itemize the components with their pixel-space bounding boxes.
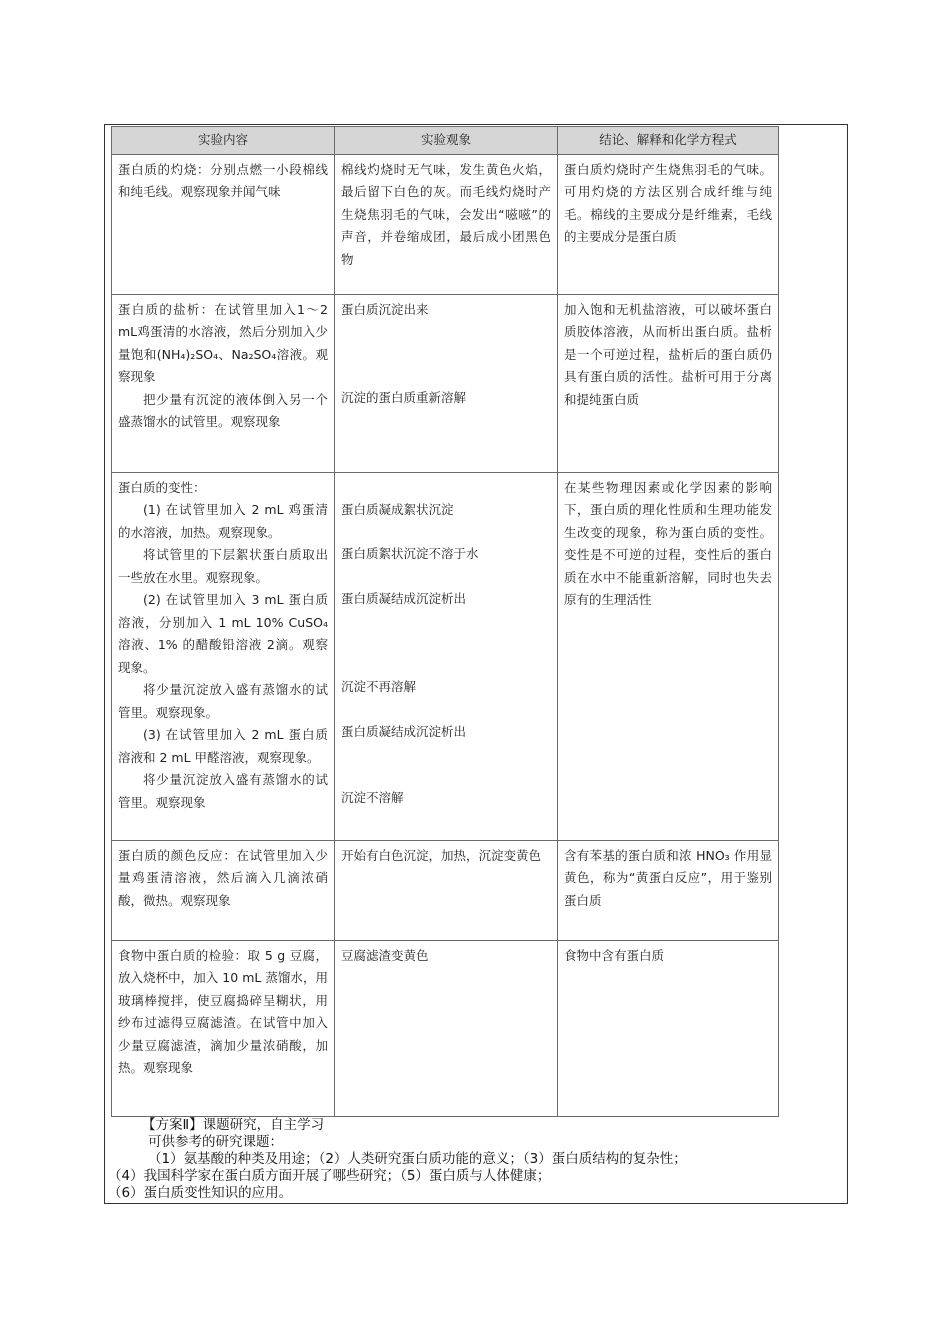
conclusion-text: 食物中含有蛋白质 <box>564 947 665 963</box>
plan2-topics-line-2: （4）我国科学家在蛋白质方面开展了哪些研究；（5）蛋白质与人体健康； <box>108 1168 551 1184</box>
observation-text: 豆腐滤渣变黄色 <box>341 947 429 963</box>
content-cell <box>112 940 335 1116</box>
observation-text: 沉淀不溶解 <box>341 790 404 805</box>
content-text: 将试管里的下层絮状蛋白质取出一些放在水里。观察现象。 <box>118 547 328 585</box>
observation-cell <box>335 154 558 294</box>
observation-text: 棉线灼烧时无气味，发生黄色火焰，最后留下白色的灰。而毛线灼烧时产生烧焦羽毛的气味，会发出“嗞嗞”的声音，并卷缩成团，最后成小团黑色物 <box>341 161 551 267</box>
content-text: 食物中蛋白质的检验：取 5 g 豆腐，放入烧杯中，加入 10 mL 蒸馏水，用玻璃棒搅拌，使豆腐捣碎呈糊状，用纱布过滤得豆腐滤渣。在试管中加入少量豆腐滤渣，滴加少量浓硝酸，加热。观察现象 <box>118 947 328 1075</box>
observation-text: 沉淀的蛋白质重新溶解 <box>341 390 467 405</box>
observation-text: 蛋白质凝结成沉淀析出 <box>341 723 467 739</box>
observation-cell <box>335 294 558 472</box>
observation-text: 蛋白质凝结成沉淀析出 <box>341 590 467 606</box>
plan2-topics-line-3: （6）蛋白质变性知识的应用。 <box>108 1185 293 1201</box>
table-header-row <box>112 127 779 155</box>
conclusion-cell <box>558 294 779 472</box>
observation-text: 蛋白质絮状沉淀不溶于水 <box>341 546 479 561</box>
table-row <box>112 154 779 294</box>
observation-text: 蛋白质凝成絮状沉淀 <box>341 501 454 517</box>
content-text: (3) 在试管里加入 2 mL 蛋白质溶液和 2 mL 甲醛溶液，观察现象。 <box>118 727 328 765</box>
observation-cell <box>335 472 558 840</box>
content-text: 将少量沉淀放入盛有蒸馏水的试管里。观察现象 <box>118 772 328 810</box>
content-text: 将少量沉淀放入盛有蒸馏水的试管里。观察现象。 <box>118 682 328 720</box>
conclusion-text: 加入饱和无机盐溶液，可以破坏蛋白质胶体溶液，从而析出蛋白质。盐析是一个可逆过程，盐析后的蛋白质仍具有蛋白质的活性。盐析可用于分离和提纯蛋白质 <box>564 301 772 407</box>
conclusion-text: 含有苯基的蛋白质和浓 HNO₃ 作用显黄色，称为“黄蛋白反应”，用于鉴别蛋白质 <box>564 847 772 908</box>
plan2-intro: 可供参考的研究课题： <box>148 1134 283 1150</box>
experiment-table <box>111 126 779 1117</box>
observation-text: 蛋白质沉淀出来 <box>341 301 429 317</box>
content-text: (2) 在试管里加入 3 mL 蛋白质溶液，分别加入 1 mL 10% CuSO₄ 溶液、1% 的醋酸铅溶液 2滴。观察现象。 <box>118 592 328 675</box>
conclusion-cell <box>558 154 779 294</box>
plan2-topics-line-1: （1）氨基酸的种类及用途；（2）人类研究蛋白质功能的意义；（3）蛋白质结构的复杂性； <box>148 1151 687 1167</box>
content-cell <box>112 472 335 840</box>
content-text: 蛋白质的盐析：在试管里加入1～2 mL鸡蛋清的水溶液，然后分别加入少量饱和(NH₄)₂SO₄、Na₂SO₄溶液。观察现象 <box>118 301 328 384</box>
conclusion-text: 在某些物理因素或化学因素的影响下，蛋白质的理化性质和生理功能发生改变的现象，称为蛋白质的变性。变性是不可逆的过程，变性后的蛋白质在水中不能重新溶解，同时也失去原有的生理活性 <box>564 479 772 607</box>
observation-text: 开始有白色沉淀，加热，沉淀变黄色 <box>341 847 542 863</box>
observation-cell <box>335 840 558 940</box>
content-cell <box>112 154 335 294</box>
content-text: (1) 在试管里加入 2 mL 鸡蛋清的水溶液，加热。观察现象。 <box>118 502 328 540</box>
conclusion-cell <box>558 472 779 840</box>
observation-text: 沉淀不再溶解 <box>341 679 417 694</box>
conclusion-cell <box>558 940 779 1116</box>
conclusion-text: 蛋白质灼烧时产生烧焦羽毛的气味。可用灼烧的方法区别合成纤维与纯毛。棉线的主要成分是纤维素，毛线的主要成分是蛋白质 <box>564 161 772 244</box>
header-observation: 实验观象 <box>335 127 558 155</box>
plan2-title: 【方案Ⅱ】课题研究，自主学习 <box>142 1117 325 1133</box>
observation-cell <box>335 940 558 1116</box>
content-cell <box>112 294 335 472</box>
table-row <box>112 294 779 472</box>
conclusion-cell <box>558 840 779 940</box>
header-content: 实验内容 <box>112 127 335 155</box>
table-row <box>112 940 779 1116</box>
content-text: 蛋白质的变性： <box>118 479 206 495</box>
table-row <box>112 840 779 940</box>
content-text: 蛋白质的灼烧：分别点燃一小段棉线和纯毛线。观察现象并闻气味 <box>118 161 328 199</box>
content-text: 蛋白质的颜色反应：在试管里加入少量鸡蛋清溶液，然后滴入几滴浓硝酸，微热。观察现象 <box>118 847 328 908</box>
header-conclusion: 结论、解释和化学方程式 <box>558 127 779 155</box>
plan2-section <box>108 1117 846 1202</box>
content-cell <box>112 840 335 940</box>
table-row <box>112 472 779 840</box>
content-text: 把少量有沉淀的液体倒入另一个盛蒸馏水的试管里。观察现象 <box>118 391 328 429</box>
